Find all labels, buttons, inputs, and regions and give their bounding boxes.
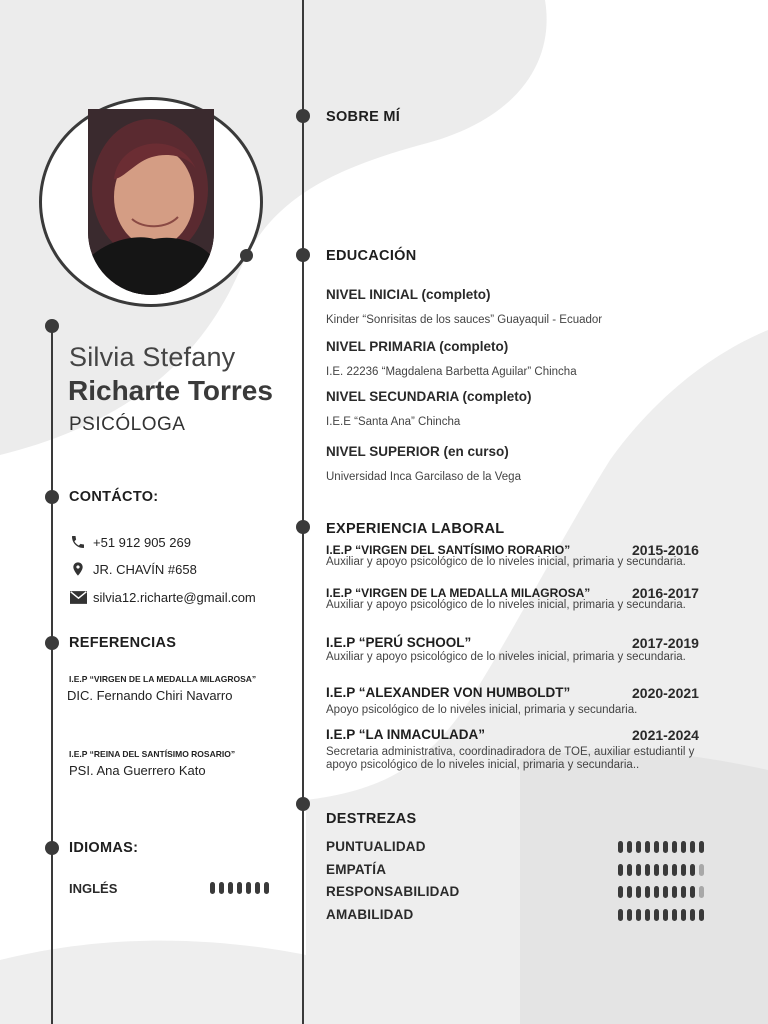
level-bar-filled bbox=[690, 841, 695, 853]
reference-institution-1: I.E.P “VIRGEN DE LA MEDALLA MILAGROSA” bbox=[69, 674, 257, 684]
last-name: Richarte Torres bbox=[68, 375, 273, 406]
level-bar-filled bbox=[255, 882, 260, 894]
education-level-4: NIVEL SUPERIOR (en curso) bbox=[326, 444, 509, 459]
languages-dot bbox=[45, 841, 59, 855]
contact-title: CONTÁCTO: bbox=[69, 489, 159, 505]
language-name: INGLÉS bbox=[69, 881, 118, 896]
center-timeline bbox=[302, 0, 304, 1024]
education-level-2: NIVEL PRIMARIA (completo) bbox=[326, 339, 509, 354]
level-bar-filled bbox=[636, 909, 641, 921]
photo-frame-dot bbox=[240, 249, 253, 262]
job-years-1: 2015-2016 bbox=[632, 542, 699, 558]
level-bar-filled bbox=[627, 886, 632, 898]
level-bar-filled bbox=[690, 864, 695, 876]
job-years-2: 2016-2017 bbox=[632, 585, 699, 601]
job-title-1: I.E.P “VIRGEN DEL SANTÍSIMO RORARIO” bbox=[326, 543, 571, 557]
phone-text: +51 912 905 269 bbox=[93, 534, 191, 550]
level-bar-filled bbox=[228, 882, 233, 894]
level-bar-empty bbox=[699, 886, 704, 898]
about-title: SOBRE MÍ bbox=[326, 109, 401, 125]
location-pin-icon bbox=[69, 560, 87, 578]
education-dot bbox=[296, 248, 310, 262]
level-bar-filled bbox=[672, 864, 677, 876]
level-bar-filled bbox=[636, 864, 641, 876]
level-bar-filled bbox=[645, 909, 650, 921]
skills-dot bbox=[296, 797, 310, 811]
level-bar-filled bbox=[645, 886, 650, 898]
skill-bars-2 bbox=[618, 864, 704, 876]
level-bar-filled bbox=[690, 909, 695, 921]
education-school-3: I.E.E “Santa Ana” Chincha bbox=[326, 416, 461, 428]
job-title-3: I.E.P “PERÚ SCHOOL” bbox=[326, 635, 472, 650]
skill-name-1: PUNTUALIDAD bbox=[326, 839, 426, 854]
contact-phone bbox=[69, 533, 191, 551]
job-years-3: 2017-2019 bbox=[632, 635, 699, 651]
level-bar-filled bbox=[237, 882, 242, 894]
email-text[interactable]: silvia12.richarte@gmail.com bbox=[93, 589, 256, 605]
skill-name-3: RESPONSABILIDAD bbox=[326, 884, 460, 899]
level-bar-filled bbox=[618, 909, 623, 921]
level-bar-filled bbox=[627, 864, 632, 876]
skill-bars-3 bbox=[618, 886, 704, 898]
profile-photo bbox=[88, 109, 214, 295]
job-description-5: Secretaria administrativa, coordinadiradora de TOE, auxiliar estudiantil y apoyo psicológico de lo niveles inicial, primaria y secundaria.. bbox=[326, 746, 695, 771]
level-bar-filled bbox=[699, 909, 704, 921]
level-bar-filled bbox=[663, 909, 668, 921]
level-bar-filled bbox=[210, 882, 215, 894]
job-description-3: Auxiliar y apoyo psicológico de lo niveles inicial, primaria y secundaria. bbox=[326, 651, 686, 663]
job-title-4: I.E.P “ALEXANDER VON HUMBOLDT” bbox=[326, 685, 571, 700]
level-bar-filled bbox=[681, 909, 686, 921]
level-bar-filled bbox=[699, 841, 704, 853]
job-description-2: Auxiliar y apoyo psicológico de lo niveles inicial, primaria y secundaria. bbox=[326, 599, 686, 611]
level-bar-filled bbox=[681, 886, 686, 898]
level-bar-filled bbox=[681, 864, 686, 876]
education-level-3: NIVEL SECUNDARIA (completo) bbox=[326, 389, 532, 404]
level-bar-filled bbox=[219, 882, 224, 894]
reference-name-2: PSI. Ana Guerrero Kato bbox=[69, 763, 206, 778]
languages-title: IDIOMAS: bbox=[69, 840, 139, 856]
level-bar-filled bbox=[654, 841, 659, 853]
level-bar-filled bbox=[636, 841, 641, 853]
phone-icon bbox=[69, 533, 87, 551]
job-title-2: I.E.P “VIRGEN DE LA MEDALLA MILAGROSA” bbox=[326, 586, 591, 600]
first-name: Silvia Stefany bbox=[69, 342, 236, 372]
about-dot bbox=[296, 109, 310, 123]
level-bar-filled bbox=[672, 841, 677, 853]
job-description-4: Apoyo psicológico de lo niveles inicial, primaria y secundaria. bbox=[326, 704, 638, 716]
level-bar-filled bbox=[672, 909, 677, 921]
level-bar-filled bbox=[654, 909, 659, 921]
education-school-2: I.E. 22236 “Magdalena Barbetta Aguilar” Chincha bbox=[326, 366, 577, 378]
level-bar-filled bbox=[264, 882, 269, 894]
job-years-4: 2020-2021 bbox=[632, 685, 699, 701]
education-school-1: Kinder “Sonrisitas de los sauces” Guayaquil - Ecuador bbox=[326, 314, 603, 326]
level-bar-filled bbox=[645, 864, 650, 876]
address-text: JR. CHAVÍN #658 bbox=[93, 561, 197, 577]
profession: PSICÓLOGA bbox=[69, 414, 186, 435]
level-bar-filled bbox=[663, 886, 668, 898]
level-bar-filled bbox=[690, 886, 695, 898]
skill-name-4: AMABILIDAD bbox=[326, 907, 414, 922]
job-years-5: 2021-2024 bbox=[632, 727, 699, 743]
references-title: REFERENCIAS bbox=[69, 635, 177, 651]
name-dot bbox=[45, 319, 59, 333]
level-bar-filled bbox=[663, 841, 668, 853]
reference-name-1: DIC. Fernando Chiri Navarro bbox=[67, 688, 233, 703]
education-level-1: NIVEL INICIAL (completo) bbox=[326, 287, 491, 302]
skills-title: DESTREZAS bbox=[326, 811, 417, 827]
job-title-5: I.E.P “LA INMACULADA” bbox=[326, 727, 486, 742]
level-bar-filled bbox=[663, 864, 668, 876]
skill-bars-1 bbox=[618, 841, 704, 853]
references-dot bbox=[45, 636, 59, 650]
level-bar-filled bbox=[681, 841, 686, 853]
contact-dot bbox=[45, 490, 59, 504]
level-bar-filled bbox=[654, 864, 659, 876]
level-bar-filled bbox=[246, 882, 251, 894]
level-bar-filled bbox=[618, 841, 623, 853]
level-bar-empty bbox=[699, 864, 704, 876]
language-level-bars bbox=[210, 882, 269, 894]
level-bar-filled bbox=[645, 841, 650, 853]
left-timeline bbox=[51, 326, 53, 1024]
level-bar-filled bbox=[654, 886, 659, 898]
experience-dot bbox=[296, 520, 310, 534]
education-title: EDUCACIÓN bbox=[326, 248, 417, 264]
experience-title: EXPERIENCIA LABORAL bbox=[326, 521, 505, 537]
level-bar-filled bbox=[636, 886, 641, 898]
education-school-4: Universidad Inca Garcilaso de la Vega bbox=[326, 471, 521, 483]
level-bar-filled bbox=[627, 909, 632, 921]
reference-institution-2: I.E.P “REINA DEL SANTÍSIMO ROSARIO” bbox=[69, 749, 236, 759]
envelope-icon bbox=[69, 588, 87, 606]
contact-address bbox=[69, 560, 197, 578]
contact-email bbox=[69, 588, 256, 606]
skill-bars-4 bbox=[618, 909, 704, 921]
job-description-1: Auxiliar y apoyo psicológico de lo niveles inicial, primaria y secundaria. bbox=[326, 556, 686, 568]
skill-name-2: EMPATÍA bbox=[326, 862, 387, 877]
level-bar-filled bbox=[618, 864, 623, 876]
level-bar-filled bbox=[627, 841, 632, 853]
level-bar-filled bbox=[672, 886, 677, 898]
level-bar-filled bbox=[618, 886, 623, 898]
